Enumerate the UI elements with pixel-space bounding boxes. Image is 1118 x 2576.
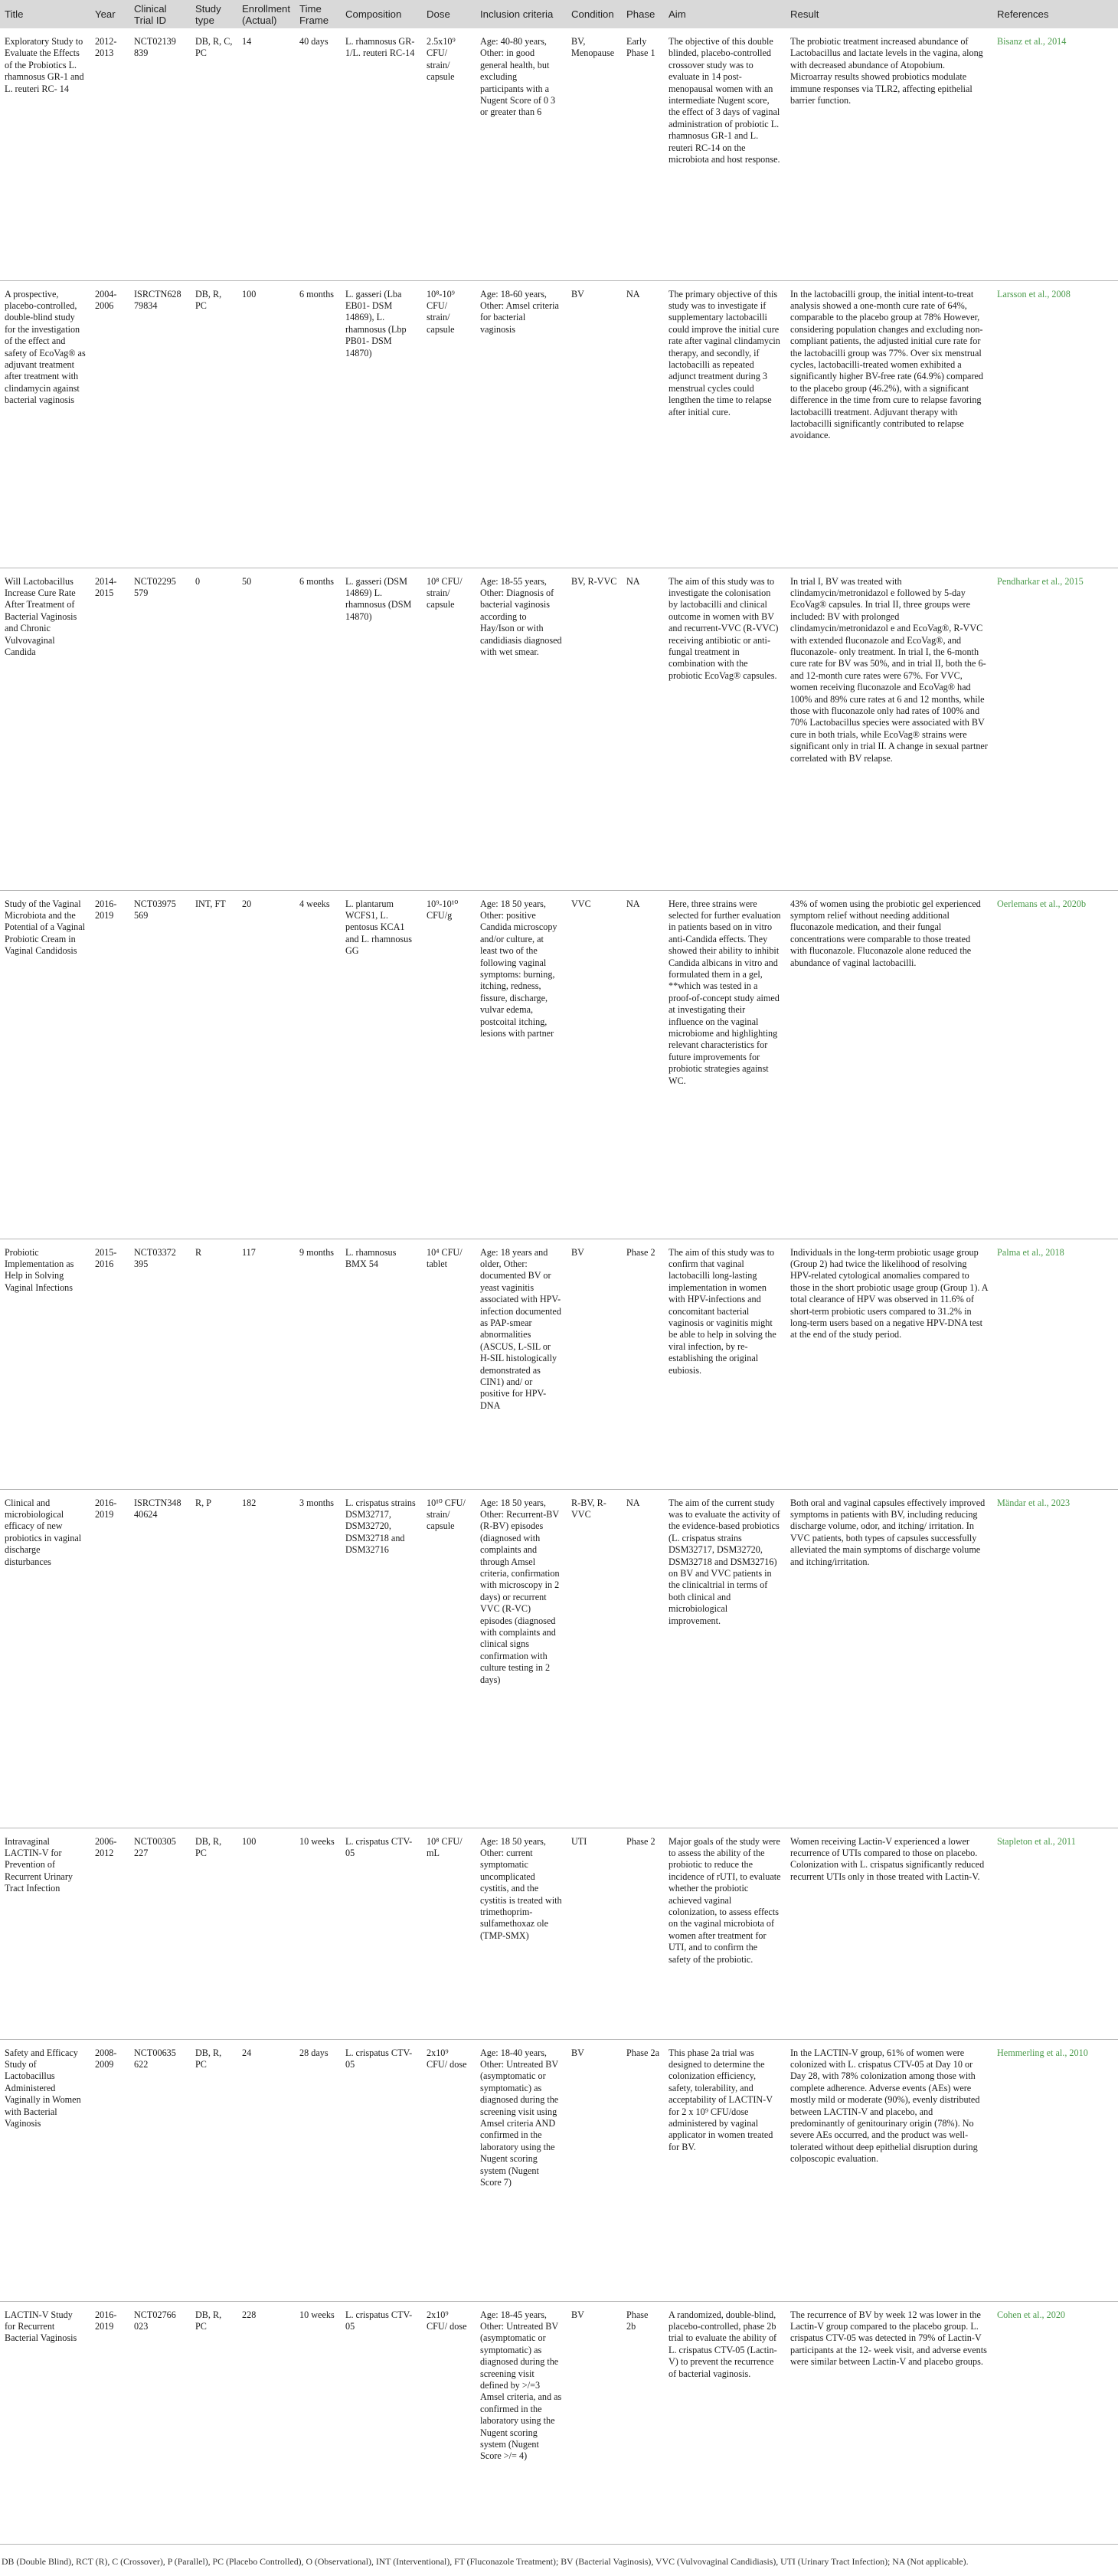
cell-time-frame: 40 days [299, 36, 329, 47]
cell-phase: NA [626, 575, 640, 587]
table-row [0, 1489, 1118, 1828]
cell-time-frame: 6 months [299, 575, 335, 587]
cell-title: Will Lactobacillus Increase Cure Rate After Treatment of Bacterial Vaginosis and Chronic Vulvovaginal Candida [5, 575, 77, 657]
cell-trial-id: NCT00305 227 [134, 1835, 176, 1858]
cell-phase: Phase 2b [626, 2309, 649, 2332]
reference-link[interactable]: Palma et al., 2018 [997, 1246, 1064, 1258]
cell-time-frame: 3 months [299, 1497, 335, 1508]
cell-inclusion: Age: 18 years and older, Other: documented BV or yeast vaginitis associated with HPV-infection documented as PAP-smear abnormalities (ASCUS, L-SIL or H-SIL histologically demonstrated as CIN1) and/ or positive for HPV-DNA [480, 1246, 561, 1411]
cell-time-frame: 10 weeks [299, 2309, 335, 2320]
cell-study-type: DB, R, PC [195, 2047, 222, 2070]
header-year: Year [95, 8, 116, 20]
header-condition: Condition [571, 8, 614, 20]
cell-title: LACTIN-V Study for Recurrent Bacterial Vaginosis [5, 2309, 77, 2344]
cell-year: 2016-2019 [95, 1497, 117, 1520]
cell-result: In trial I, BV was treated with clindamycin/metronidazol e followed by 5-day EcoVag® capsules. In trial II, three groups were included: BV with prolonged clindamycin/metronidazol e and EcoVag®, R-VVC with extended fluconazole and EcoVag®, and fluconazole- only treatment. In trial I, the 6-month cure rate for BV was 50%, and in trial II, both the 6- and 12-month cure rates were 67%. For VVC, women receiving fluconazole and EcoVag® had 100% and 89% cure rates at 6 and 12 months, while those with fluconazole only had rates of 100% and 70% Lactobacillus species were associated with BV cure in both trials, while EcoVag® strains were significant only in trial II. A change in sexual partner correlated with BV relapse. [790, 575, 988, 764]
cell-inclusion: Age: 18-40 years, Other: Untreated BV (asymptomatic or symptomatic) as diagnosed during the screening visit using Amsel criteria AND confirmed in the laboratory using the Nugent scoring system (Nugent Score 7) [480, 2047, 559, 2188]
cell-aim: This phase 2a trial was designed to determine the colonization efficiency, safety, tolerability, and acceptability of LACTIN-V for 2 x 10⁹ CFU/dose administered by vaginal applicator in women treated for BV. [669, 2047, 773, 2152]
table-footnote: DB (Double Blind), RCT (R), C (Crossover), P (Parallel), PC (Placebo Controlled), O (Observational), INT (Interventional), FT (Fluconazole Treatment); BV (Bacterial Vaginosis), VVC (Vulvovaginal Candidiasis), UTI (Urinary Tract Infection); NA (Not applicable). [2, 2556, 969, 2567]
cell-inclusion: Age: 18 50 years, Other: current symptomatic uncomplicated cystitis, and the cystitis is treated with trimethoprim-sulfamethoxaz ole (TMP-SMX) [480, 1835, 562, 1941]
cell-trial-id: ISRCTN348 40624 [134, 1497, 181, 1520]
cell-year: 2006-2012 [95, 1835, 117, 1858]
cell-study-type: DB, R, PC [195, 2309, 222, 2332]
cell-year: 2015-2016 [95, 1246, 117, 1269]
cell-phase: NA [626, 898, 640, 909]
header-phase: Phase [626, 8, 655, 20]
cell-composition: L. crispatus CTV-05 [345, 1835, 413, 1858]
cell-time-frame: 6 months [299, 288, 335, 299]
cell-result: The probiotic treatment increased abundance of Lactobacillus and lactate levels in the vagina, along with decreased abundance of Atopobium. Microarray results showed probiotics modulate immune responses via TLR2, affecting epithelial barrier function. [790, 36, 983, 106]
cell-enrollment: 117 [242, 1246, 256, 1258]
cell-enrollment: 100 [242, 288, 257, 299]
table-row [0, 568, 1118, 890]
table-header-row [0, 0, 1118, 28]
cell-title: Probiotic Implementation as Help in Solving Vaginal Infections [5, 1246, 74, 1293]
cell-inclusion: Age: 18 50 years, Other: Recurrent-BV (R-BV) episodes (diagnosed with complaints and through Amsel criteria, confirmation with microscopy in 2 days) or recurrent VVC (R-VC) episodes (diagnosed with complaints and clinical signs confirmation with culture testing in 2 days) [480, 1497, 560, 1685]
cell-composition: L. crispatus CTV-05 [345, 2047, 413, 2070]
cell-dose: 10⁸-10⁹ CFU/ strain/ capsule [427, 288, 455, 335]
cell-condition: R-BV, R- VVC [571, 1497, 606, 1520]
cell-trial-id: NCT02295 579 [134, 575, 176, 598]
cell-phase: Early Phase 1 [626, 36, 655, 59]
header-result: Result [790, 8, 819, 20]
cell-trial-id: NCT02766 023 [134, 2309, 176, 2332]
cell-study-type: R [195, 1246, 202, 1258]
header-references: References [997, 8, 1049, 20]
cell-composition: L. rhamnosus GR-1/L. reuteri RC-14 [345, 36, 415, 59]
cell-phase: Phase 2 [626, 1835, 655, 1847]
cell-composition: L. crispatus CTV-05 [345, 2309, 413, 2332]
cell-condition: BV, R-VVC [571, 575, 617, 587]
reference-link[interactable]: Cohen et al., 2020 [997, 2309, 1066, 2320]
header-aim: Aim [669, 8, 686, 20]
reference-link[interactable]: Mändar et al., 2023 [997, 1497, 1071, 1508]
cell-enrollment: 50 [242, 575, 252, 587]
cell-aim: The primary objective of this study was to investigate if supplementary lactobacilli could improve the initial cure rate after vaginal clindamycin therapy, and secondly, if lactobacilli as repeated adjunct treatment during 3 menstrual cycles could lengthen the time to relapse after initial cure. [669, 288, 780, 417]
cell-study-type: DB, R, PC [195, 288, 222, 311]
cell-aim: The aim of the current study was to evaluate the activity of the evidence-based probiotics (L. crispatus strains DSM32717, DSM32720, DSM32718 and DSM32716) on BV and VVC patients in the clinicaltrial in terms of both clinical and microbiological improvement. [669, 1497, 780, 1626]
cell-study-type: R, P [195, 1497, 212, 1508]
cell-trial-id: NCT03975 569 [134, 898, 176, 921]
reference-link[interactable]: Larsson et al., 2008 [997, 288, 1071, 299]
cell-title: A prospective, placebo-controlled, double-blind study for the investigation of the effect and safety of EcoVag® as adjuvant treatment after treatment with clindamycin against bacterial vaginosis [5, 288, 86, 406]
cell-dose: 2x10⁹ CFU/ dose [427, 2047, 467, 2070]
cell-aim: A randomized, double-blind, placebo-controlled, phase 2b trial to evaluate the ability of L. crispatus CTV-05 (Lactin-V) to prevent the recurrence of bacterial vaginosis. [669, 2309, 777, 2379]
cell-phase: NA [626, 288, 640, 299]
cell-condition: BV [571, 288, 584, 299]
cell-enrollment: 228 [242, 2309, 257, 2320]
cell-dose: 2.5x10⁹ CFU/ strain/ capsule [427, 36, 456, 83]
table-row [0, 2301, 1118, 2544]
cell-aim: Here, three strains were selected for further evaluation in patients based on in vitro anti-Candida effects. They showed their ability to inhibit Candida albicans in vitro and formulated them in a gel, **which was tested in a proof-of-concept study aimed at investigating their influence on the vaginal microbiome and highlighting relevant characteristics for future improvements for probiotic strategies against WC. [669, 898, 781, 1086]
cell-result: In the LACTIN-V group, 61% of women were colonized with L. crispatus CTV-05 at Day 10 or Day 28, with 78% colonization among those with complete adherence. Adverse events (AEs) were mostly mild or moderate (90%), evenly distributed between LACTIN-V and placebo, and predominantly of genitourinary origin (78%). No severe AEs occurred, and the product was well- tolerated without deep epithelial disruption during colposcopic evaluation. [790, 2047, 980, 2165]
cell-enrollment: 24 [242, 2047, 252, 2058]
reference-link[interactable]: Pendharkar et al., 2015 [997, 575, 1084, 587]
header-enrollment: Enrollment (Actual) [242, 2, 291, 26]
cell-title: Clinical and microbiological efficacy of new probiotics in vaginal discharge disturbances [5, 1497, 82, 1567]
cell-study-type: 0 [195, 575, 201, 587]
cell-year: 2012-2013 [95, 36, 117, 59]
cell-inclusion: Age: 40-80 years, Other: in good general health, but excluding participants with a Nugent Score of 0 3 or greater than 6 [480, 36, 556, 118]
cell-inclusion: Age: 18-60 years, Other: Amsel criteria for bacterial vaginosis [480, 288, 559, 335]
cell-result: In the lactobacilli group, the initial intent-to-treat analysis showed a one-month cure rate of 64%, comparable to the placebo group at 78% However, considering population changes and excluding non-compliant patients, the adjusted initial cure rate for the lactobacilli group was 77%. Over six menstrual cycles, lactobacilli-treated women exhibited a significantly higher BV-free rate (64.9%) compared to the placebo group (46.2%), with a significant difference in the time from cure to relapse favoring lactobacilli treatment. Adjuvant therapy with lactobacilli significantly contributed to relapse avoidance. [790, 288, 984, 441]
cell-condition: BV [571, 1246, 584, 1258]
header-dose: Dose [427, 8, 450, 20]
cell-year: 2016-2019 [95, 2309, 117, 2332]
cell-aim: The objective of this double blinded, placebo-controlled crossover study was to evaluate in 14 post-menopausal women with an intermediate Nugent score, the effect of 3 days of vaginal administration of probiotic L. rhamnosus GR-1 and L. reuteri RC-14 on the microbiota and host response. [669, 36, 780, 165]
cell-dose: 10⁸ CFU/ strain/ capsule [427, 575, 463, 610]
cell-trial-id: ISRCTN628 79834 [134, 288, 181, 311]
cell-study-type: DB, R, C, PC [195, 36, 233, 59]
cell-phase: NA [626, 1497, 640, 1508]
cell-year: 2014-2015 [95, 575, 117, 598]
reference-link[interactable]: Bisanz et al., 2014 [997, 36, 1067, 47]
cell-phase: Phase 2 [626, 1246, 655, 1258]
table-row [0, 1239, 1118, 1489]
table-row [0, 890, 1118, 1239]
cell-title: Safety and Efficacy Study of Lactobacillus Administered Vaginally in Women with Bacterial Vaginosis [5, 2047, 81, 2129]
cell-result: 43% of women using the probiotic gel experienced symptom relief without needing additional fluconazole medication, and their fungal concentrations were comparable to those treated with fluconazole. Fluconazole alone reduced the abundance of vaginal lactobacilli. [790, 898, 981, 968]
cell-phase: Phase 2a [626, 2047, 659, 2058]
cell-trial-id: NCT02139 839 [134, 36, 176, 59]
cell-inclusion: Age: 18 50 years, Other: positive Candida microscopy and/or culture, at least two of the following vaginal symptoms: burning, itching, redness, fissure, discharge, vulvar edema, postcoital itching, lesions with partner [480, 898, 557, 1039]
cell-composition: L. crispatus strains DSM32717, DSM32720, DSM32718 and DSM32716 [345, 1497, 416, 1556]
cell-dose: 10⁸ CFU/ mL [427, 1835, 463, 1858]
cell-time-frame: 9 months [299, 1246, 335, 1258]
cell-dose: 10⁴ CFU/ tablet [427, 1246, 463, 1269]
cell-aim: Major goals of the study were to assess the ability of the probiotic to reduce the incidence of rUTI, to evaluate whether the probiotic achieved vaginal colonization, to assess effects on the vaginal microbiota of women after treatment for UTI, and to confirm the safety of the probiotic. [669, 1835, 781, 1965]
table-row [0, 280, 1118, 568]
cell-composition: L. rhamnosus BMX 54 [345, 1246, 397, 1269]
reference-link[interactable]: Stapleton et al., 2011 [997, 1835, 1076, 1847]
header-inclusion: Inclusion criteria [480, 8, 554, 20]
cell-enrollment: 14 [242, 36, 252, 47]
cell-composition: L. plantarum WCFS1, L. pentosus KCA1 and L. rhamnosus GG [345, 898, 412, 957]
reference-link[interactable]: Oerlemans et al., 2020b [997, 898, 1087, 909]
cell-result: Both oral and vaginal capsules effectively improved symptoms in patients with BV, including reducing discharge volume, odor, and itching/ irritation. In VVC patients, both types of capsules successfully alleviated the main symptoms of discharge volume and itching/irritation. [790, 1497, 986, 1567]
cell-time-frame: 28 days [299, 2047, 329, 2058]
cell-year: 2008-2009 [95, 2047, 117, 2070]
cell-study-type: INT, FT [195, 898, 226, 909]
cell-inclusion: Age: 18-45 years, Other: Untreated BV (asymptomatic or symptomatic) as diagnosed during the screening visit defined by >/=3 Amsel criteria, and as confirmed in the laboratory using the Nugent scoring system (Nugent Score >/= 4) [480, 2309, 562, 2462]
cell-condition: BV [571, 2047, 584, 2058]
table-row [0, 28, 1118, 280]
cell-condition: BV [571, 2309, 584, 2320]
cell-trial-id: NCT03372 395 [134, 1246, 176, 1269]
cell-dose: 10⁹-10¹⁰ CFU/g [427, 898, 459, 921]
header-composition: Composition [345, 8, 402, 20]
cell-result: Women receiving Lactin-V experienced a lower recurrence of UTIs compared to those on placebo. Colonization with L. crispatus significantly reduced recurrent UTIs only in those treated with Lactin-V. [790, 1835, 985, 1882]
header-title: Title [5, 8, 24, 20]
cell-time-frame: 4 weeks [299, 898, 330, 909]
cell-composition: L. gasseri (DSM 14869) L. rhamnosus (DSM 14870) [345, 575, 412, 622]
cell-title: Intravaginal LACTIN-V for Prevention of Recurrent Urinary Tract Infection [5, 1835, 73, 1894]
cell-composition: L. gasseri (Lba EB01- DSM 14869), L. rhamnosus (Lbp PB01- DSM 14870) [345, 288, 407, 358]
cell-result: The recurrence of BV by week 12 was lower in the Lactin-V group compared to the placebo group. L. crispatus CTV-05 was detected in 79% of Lactin-V participants at the 12- week visit, and adverse events were similar between Lactin-V and placebo groups. [790, 2309, 987, 2368]
cell-year: 2004-2006 [95, 288, 117, 311]
cell-study-type: DB, R, PC [195, 1835, 222, 1858]
cell-dose: 10¹⁰ CFU/ strain/ capsule [427, 1497, 466, 1532]
cell-trial-id: NCT00635 622 [134, 2047, 176, 2070]
header-time-frame: Time Frame [299, 2, 329, 26]
cell-time-frame: 10 weeks [299, 1835, 335, 1847]
cell-enrollment: 20 [242, 898, 252, 909]
cell-aim: The aim of this study was to investigate the colonisation by lactobacilli and clinical outcome in women with BV and recurrent-VVC (R-VVC) receiving antibiotic or anti-fungal treatment in combination with the probiotic EcoVag® capsules. [669, 575, 779, 681]
cell-condition: BV, Menopause [571, 36, 615, 59]
cell-dose: 2x10⁹ CFU/ dose [427, 2309, 467, 2332]
header-study-type: Study type [195, 2, 221, 26]
table-row [0, 2039, 1118, 2301]
cell-year: 2016-2019 [95, 898, 117, 921]
cell-inclusion: Age: 18-55 years, Other: Diagnosis of bacterial vaginosis according to Hay/Ison or with candidiasis diagnosed with wet smear. [480, 575, 562, 657]
cell-enrollment: 100 [242, 1835, 257, 1847]
reference-link[interactable]: Hemmerling et al., 2010 [997, 2047, 1088, 2058]
cell-aim: The aim of this study was to confirm that vaginal lactobacilli long-lasting implementation in women with HPV-infections and concomitant bacterial vaginosis or vaginitis might be able to help in solving the viral infection, by re-establishing the original eubiosis. [669, 1246, 776, 1376]
cell-result: Individuals in the long-term probiotic usage group (Group 2) had twice the likelihood of resolving HPV-related cytological anomalies compared to those in the short probiotic usage group (Group 1). A total clearance of HPV was observed in 11.6% of short-term probiotic users compared to 31.2% in long-term users based on a negative HPV-DNA test at the end of the study period. [790, 1246, 988, 1340]
cell-condition: UTI [571, 1835, 587, 1847]
cell-title: Study of the Vaginal Microbiota and the Potential of a Vaginal Probiotic Cream in Vaginal Candidosis [5, 898, 86, 957]
cell-enrollment: 182 [242, 1497, 257, 1508]
table-row [0, 1828, 1118, 2039]
cell-title: Exploratory Study to Evaluate the Effects of the Probiotics L. rhamnosus GR-1 and L. reuteri RC- 14 [5, 36, 84, 94]
cell-condition: VVC [571, 898, 591, 909]
header-trial-id: Clinical Trial ID [134, 2, 167, 26]
